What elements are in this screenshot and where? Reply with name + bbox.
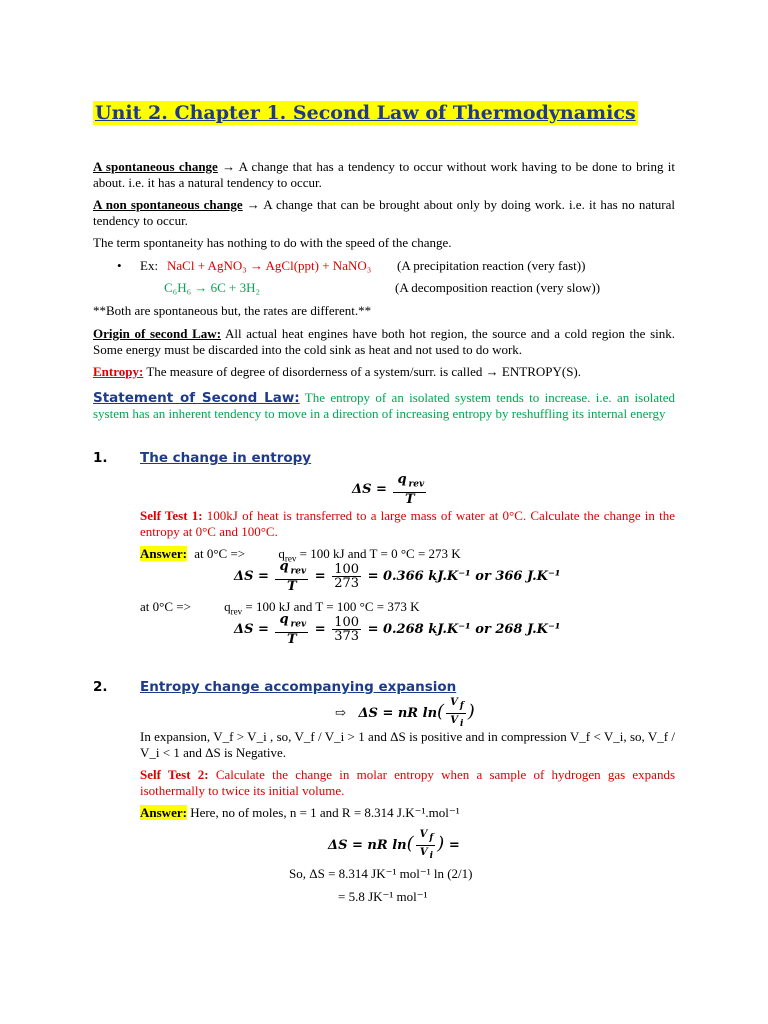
eq1-num: 100 bbox=[334, 561, 360, 577]
answer-2-equation: ΔS = nR ln( $\frac{V _f}{V _i}$ ) = bbox=[328, 829, 460, 861]
expansion-equation: ⇨ ΔS = nR ln( $\frac{V _f}{V _i}$ ) bbox=[335, 697, 475, 729]
entropy-term: Entropy: bbox=[93, 364, 144, 379]
vf-sub: f bbox=[459, 701, 464, 711]
spontaneous-text: → A change that has a tendency to occur without work having to be done to bring it about. i.e. it has a natural tendency to occur. bbox=[93, 159, 675, 190]
reaction-1-note: (A precipitation reaction (very fast)) bbox=[397, 258, 586, 273]
expansion-eq-lhs: ΔS = nR ln bbox=[358, 706, 438, 721]
eq2-result: = 0.268 kJ.K⁻¹ or 268 J.K⁻¹ bbox=[367, 621, 561, 637]
implies-arrow-icon: ⇨ bbox=[335, 706, 346, 721]
eq2-q: q bbox=[279, 612, 289, 627]
eq2-den: 373 bbox=[334, 628, 360, 644]
non-spontaneous-definition bbox=[93, 197, 675, 229]
non-spontaneous-text: → A change that can be brought about only by doing work. i.e. it has no natural tendency to occur. bbox=[93, 197, 675, 228]
answer-2-label: Answer: bbox=[140, 805, 187, 820]
self-test-2 bbox=[140, 767, 675, 799]
eq1-lhs: ΔS = bbox=[234, 568, 269, 584]
example-label: Ex: bbox=[140, 258, 159, 273]
page-title: Unit 2. Chapter 1. Second Law of Thermodynamics bbox=[95, 102, 636, 124]
entropy-equation-0c: ΔS = $\frac{q _{rev}}{T}$ = $\frac{100}{273}$ = 0.366 kJ.K⁻¹ or 366 J.K⁻¹ bbox=[234, 559, 561, 594]
answer-2-result: = 5.8 JK⁻¹ mol⁻¹ bbox=[338, 889, 428, 904]
a2-vi: V bbox=[419, 847, 428, 858]
q-rev-symbol: q bbox=[278, 546, 285, 561]
answer-2-eq-end: = bbox=[444, 838, 460, 853]
eq1-q-sub: rev bbox=[290, 566, 307, 577]
non-spontaneous-term: A non spontaneous change bbox=[93, 197, 243, 212]
spontaneous-term: A spontaneous change bbox=[93, 159, 218, 174]
spontaneous-definition bbox=[93, 159, 675, 191]
eq1-den: 273 bbox=[334, 575, 360, 591]
section-2-heading: Entropy change accompanying expansion bbox=[140, 679, 457, 695]
spontaneity-note: The term spontaneity has nothing to do with the speed of the change. bbox=[93, 235, 452, 250]
origin-text: All actual heat engines have both hot region, the source and a cold region the sink. Some energy must be discarded into the cold sink as heat and not used to do work. bbox=[93, 326, 675, 357]
eq-lhs: ΔS = bbox=[352, 481, 387, 497]
vf-symbol: V bbox=[450, 697, 458, 708]
eq-numerator-sub: rev bbox=[408, 479, 425, 490]
entropy-definition bbox=[93, 364, 675, 380]
entropy-text: The measure of degree of disorderness of a system/surr. is called → ENTROPY(S). bbox=[143, 364, 582, 379]
q-rev-symbol-2: q bbox=[224, 599, 231, 614]
answer-1-temp-100: at 0°C => bbox=[140, 599, 191, 614]
origin-of-second-law bbox=[93, 326, 675, 358]
section-1-number: 1. bbox=[93, 450, 108, 466]
second-law-statement bbox=[93, 390, 675, 422]
answer-1-values-0: = 100 kJ and T = 0 °C = 273 K bbox=[296, 546, 461, 561]
eq1-result: = 0.366 kJ.K⁻¹ or 366 J.K⁻¹ bbox=[367, 568, 561, 584]
self-test-2-text: Calculate the change in molar entropy when a sample of hydrogen gas expands isothermally to twice its initial volume. bbox=[140, 767, 676, 798]
answer-2-line bbox=[140, 805, 460, 821]
answer-2-substitution: So, ΔS = 8.314 JK⁻¹ mol⁻¹ ln (2/1) bbox=[289, 866, 473, 881]
a2-vf-sub: f bbox=[429, 833, 434, 843]
self-test-1 bbox=[140, 508, 675, 540]
answer-1-label: Answer: bbox=[140, 546, 187, 561]
statement-text: The entropy of an isolated system tends to increase. i.e. an isolated system has an inherent tendency to move in a direction of increasing entropy by reshuffling its internal energy bbox=[93, 390, 675, 421]
statement-term: Statement of Second Law: bbox=[93, 390, 300, 406]
self-test-1-label: Self Test 1: bbox=[140, 508, 203, 523]
eq2-lhs: ΔS = bbox=[234, 621, 269, 637]
q-rev-sub: rev bbox=[284, 553, 297, 564]
eq2-num: 100 bbox=[334, 614, 360, 630]
answer-2-eq-lhs: ΔS = nR ln bbox=[328, 838, 407, 853]
eq-numerator: q bbox=[397, 472, 407, 487]
entropy-equation-100c: ΔS = $\frac{q _{rev}}{T}$ = $\frac{100}{373}$ = 0.268 kJ.K⁻¹ or 268 J.K⁻¹ bbox=[234, 612, 561, 647]
section-1-heading: The change in entropy bbox=[140, 450, 312, 466]
answer-2-text: Here, no of moles, n = 1 and R = 8.314 J.K⁻¹.mol⁻¹ bbox=[186, 805, 460, 820]
a2-vi-sub: i bbox=[429, 851, 434, 861]
origin-term: Origin of second Law: bbox=[93, 326, 222, 341]
self-test-2-label: Self Test 2: bbox=[140, 767, 209, 782]
vi-sub: i bbox=[460, 719, 464, 729]
rates-note: **Both are spontaneous but, the rates are different.** bbox=[93, 303, 372, 318]
answer-1-temp-0: at 0°C => bbox=[194, 546, 246, 561]
reaction-2: C₆H₆ → 6C + 3H₂ bbox=[164, 280, 261, 295]
example-bullet: • bbox=[117, 258, 122, 273]
expansion-explanation: In expansion, V_f > V_i , so, V_f / V_i > 1 and ΔS is positive and in compression V_f < V_i, so, V_f / V_i < 1 and ΔS is Negative. bbox=[140, 729, 675, 760]
eq-denominator: T bbox=[404, 491, 415, 507]
a2-vf: V bbox=[419, 829, 428, 840]
reaction-1: NaCl + AgNO₃ → AgCl(ppt) + NaNO₃ bbox=[167, 258, 372, 273]
answer-1-values-100: = 100 kJ and T = 100 °C = 373 K bbox=[242, 599, 420, 614]
eq2-t: T bbox=[286, 631, 297, 647]
entropy-change-equation bbox=[352, 473, 428, 506]
eq2-q-sub: rev bbox=[290, 619, 307, 630]
q-rev-sub-2: rev bbox=[230, 606, 243, 617]
eq1-q: q bbox=[279, 559, 289, 574]
eq1-t: T bbox=[286, 578, 297, 594]
vi-symbol: V bbox=[450, 715, 459, 726]
reaction-2-note: (A decomposition reaction (very slow)) bbox=[395, 280, 601, 295]
section-2-number: 2. bbox=[93, 679, 108, 695]
self-test-1-text: 100kJ of heat is transferred to a large mass of water at 0°C. Calculate the change in the entropy at 0°C and 100°C. bbox=[140, 508, 675, 539]
